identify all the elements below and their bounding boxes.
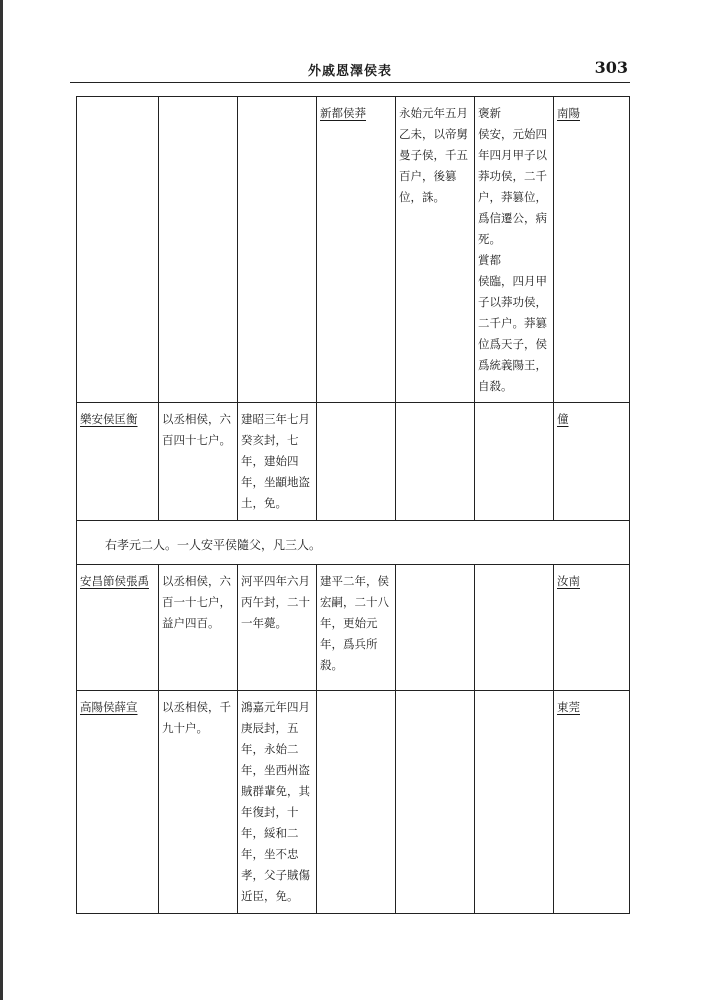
table-cell: 以丞相侯，千 九十户。 [158, 691, 237, 913]
running-title: 外戚恩澤侯表 [307, 64, 392, 79]
table-cell: 建昭三年七月 癸亥封，七 年，建始四 年，坐顓地盗 土，免。 [237, 403, 316, 520]
section-note-row [77, 521, 629, 565]
table-cell: 鴻嘉元年四月 庚辰封，五 年，永始二 年，坐西州盗 賊群輩免，其 年復封，十 年，綏和二 年，坐不忠 孝，父子賊傷 近臣，免。 [237, 691, 316, 913]
table-cell: 褒新 侯安，元始四 年四月甲子以 莽功侯，二千 户，莽篡位， 爲信遷公，病 死。 賞都 侯臨，四月甲 子以莽功侯， 二千户。莽篡 位爲天子，侯 爲統義陽王， 自殺。 [474, 97, 553, 402]
table-cell [316, 403, 395, 520]
table-cell [395, 403, 474, 520]
table-cell [158, 97, 237, 402]
table-cell: 以丞相侯，六 百四十七户。 [158, 403, 237, 520]
table-row [77, 97, 629, 403]
table-cell: 東莞 [553, 691, 629, 913]
table-row [77, 565, 629, 691]
table-cell: 安昌節侯張禹 [80, 574, 149, 588]
section-note: 右孝元二人。一人安平侯隨父，凡三人。 [105, 538, 322, 552]
table-cell: 高陽侯薛宣 [80, 700, 138, 714]
table-cell [316, 691, 395, 913]
page-header [70, 56, 630, 83]
table-cell: 汝南 [553, 565, 629, 690]
page-number: 303 [594, 58, 628, 77]
table-cell [474, 403, 553, 520]
table-cell: 以丞相侯，六 百一十七户， 益户四百。 [158, 565, 237, 690]
table-cell [77, 97, 158, 402]
genealogy-table [76, 96, 630, 914]
table-cell [395, 565, 474, 690]
table-cell: 永始元年五月 乙未，以帝舅 曼子侯，千五 百户，後篡 位，誅。 [395, 97, 474, 402]
table-row [77, 691, 629, 913]
table-cell [474, 565, 553, 690]
table-cell [395, 691, 474, 913]
table-cell [237, 97, 316, 402]
table-row [77, 403, 629, 521]
table-cell: 樂安侯匡衡 [80, 412, 138, 426]
table-cell: 新都侯莽 [316, 97, 395, 402]
table-cell: 僮 [553, 403, 629, 520]
table-cell: 河平四年六月 丙午封，二十 一年薨。 [237, 565, 316, 690]
table-cell: 建平二年，侯 宏嗣，二十八 年，更始元 年，爲兵所 殺。 [316, 565, 395, 690]
table-cell: 南陽 [553, 97, 629, 402]
page-binding-edge [0, 0, 3, 1000]
table-cell [474, 691, 553, 913]
